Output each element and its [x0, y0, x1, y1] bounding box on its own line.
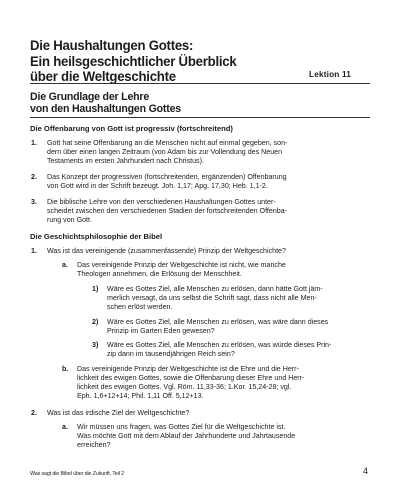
- paragraph: [107, 285, 323, 312]
- question: [47, 409, 189, 418]
- paragraph: [47, 173, 287, 191]
- text-line: Wäre es Gottes Ziel, alle Menschen zu erlösen, was wäre dann dieses: [107, 318, 329, 326]
- title-line: Die Haushaltungen Gottes:: [30, 38, 194, 53]
- sub-item-number: 1): [92, 285, 99, 293]
- text-line: Theologen annehmen, die Erlösung der Menschheit.: [77, 270, 242, 278]
- section-title: [30, 91, 181, 115]
- page-number: 4: [363, 466, 369, 476]
- text-line: rung von Gott.: [47, 216, 92, 224]
- text-line: Das vereinigende Prinzip der Weltgeschichte ist nicht, wie manche: [77, 261, 286, 269]
- text-line: erreichen?: [77, 441, 111, 449]
- paragraph: [107, 341, 331, 359]
- text-line: Testaments im ersten Jahrhundert nach Christus).: [47, 157, 204, 165]
- paragraph: [107, 318, 328, 336]
- text-line: Was ist das irdische Ziel der Weltgeschichte?: [47, 409, 190, 417]
- text-line: zip dann im tausendjährigen Reich sein?: [107, 350, 235, 358]
- section-title-line: Die Grundlage der Lehre: [30, 91, 150, 103]
- item-number: 2.: [31, 173, 37, 181]
- section-divider: [30, 117, 370, 118]
- text-line: Wir müssen uns fragen, was Gottes Ziel für die Weltgeschichte ist.: [77, 423, 286, 431]
- paragraph: [77, 365, 304, 401]
- text-line: Das Konzept der progressiven (fortschreitenden, ergänzenden) Offenbarung: [47, 173, 287, 181]
- section-title-line: von den Haushaltungen Gottes: [30, 103, 181, 115]
- text-line: Gott hat seine Offenbarung an die Menschen nicht auf einmal gegeben, son-: [47, 139, 288, 147]
- sub-item-number: 3): [92, 341, 99, 349]
- text-line: Wäre es Gottes Ziel, alle Menschen zu erlösen, dann hätte Gott jäm-: [107, 285, 323, 293]
- text-line: merlich versagt, da uns selbst die Schrift sagt, dass nicht alle Men-: [107, 294, 317, 302]
- question-number: 2.: [31, 409, 37, 417]
- item-number: 3.: [31, 198, 37, 206]
- text-line: lichkeit des ewigen Gottes. Vgl. Röm. 11,33-36; 1.Kor. 15,24-28; vgl.: [77, 383, 292, 391]
- text-line: dern über einen langen Zeitraum (von Adam bis zur Vollendung des Neuen: [47, 148, 283, 156]
- paragraph: [47, 139, 287, 166]
- sub-item-number: 2): [92, 318, 99, 326]
- text-line: Die biblische Lehre von den verschiedenen Haushaltungen Gottes unter-: [47, 198, 276, 206]
- text-line: Eph. 1,6+12+14; Phil. 1,11 Off. 5,12+13.: [77, 392, 204, 400]
- question: [47, 247, 286, 256]
- item-number: 1.: [31, 139, 37, 147]
- text-line: Das vereinigende Prinzip der Weltgeschichte ist die Ehre und die Herr-: [77, 365, 299, 373]
- text-line: scheidet zwischen den verschiedenen Stadien der fortschreitenden Offenba-: [47, 207, 288, 215]
- lesson-number: Lektion 11: [309, 70, 352, 79]
- text-line: Wäre es Gottes Ziel, alle Menschen zu erlösen, was würde dieses Prin-: [107, 341, 332, 349]
- text-line: Was ist das vereinigende (zusammenfassende) Prinzip der Weltgeschichte?: [47, 247, 286, 255]
- item-letter: a.: [62, 423, 68, 431]
- paragraph: [77, 261, 286, 279]
- question-number: 1.: [31, 247, 37, 255]
- footer-book-title: Was sagt die Bibel über die Zukunft, Teil 2: [30, 471, 124, 477]
- text-line: lichkeit des ewigen Gottes, sowie die Offenbarung dieser Ehre und Herr-: [77, 374, 305, 382]
- text-line: von Gott wird in der Schrift bezeugt. Joh. 1,17; Apg. 17,30; Heb. 1,1-2.: [47, 182, 268, 190]
- text-line: schen erlöst werden.: [107, 303, 173, 311]
- item-letter: a.: [62, 261, 68, 269]
- text-line: Was möchte Gott mit dem Ablauf der Jahrhunderte und Jahrtausende: [77, 432, 296, 440]
- paragraph: [77, 423, 295, 450]
- text-line: Prinzip im Garten Eden gewesen?: [107, 327, 215, 335]
- subheading-revelation: Die Offenbarung von Gott ist progressiv (fortschreitend): [30, 124, 233, 133]
- title-line: über die Weltgeschichte: [30, 69, 176, 84]
- title-line: Ein heilsgeschichtlicher Überblick: [30, 53, 237, 69]
- subheading-philosophy: Die Geschichtsphilosophie der Bibel: [30, 232, 163, 241]
- paragraph: [47, 198, 287, 225]
- title-divider: [30, 83, 370, 84]
- item-letter: b.: [62, 365, 69, 373]
